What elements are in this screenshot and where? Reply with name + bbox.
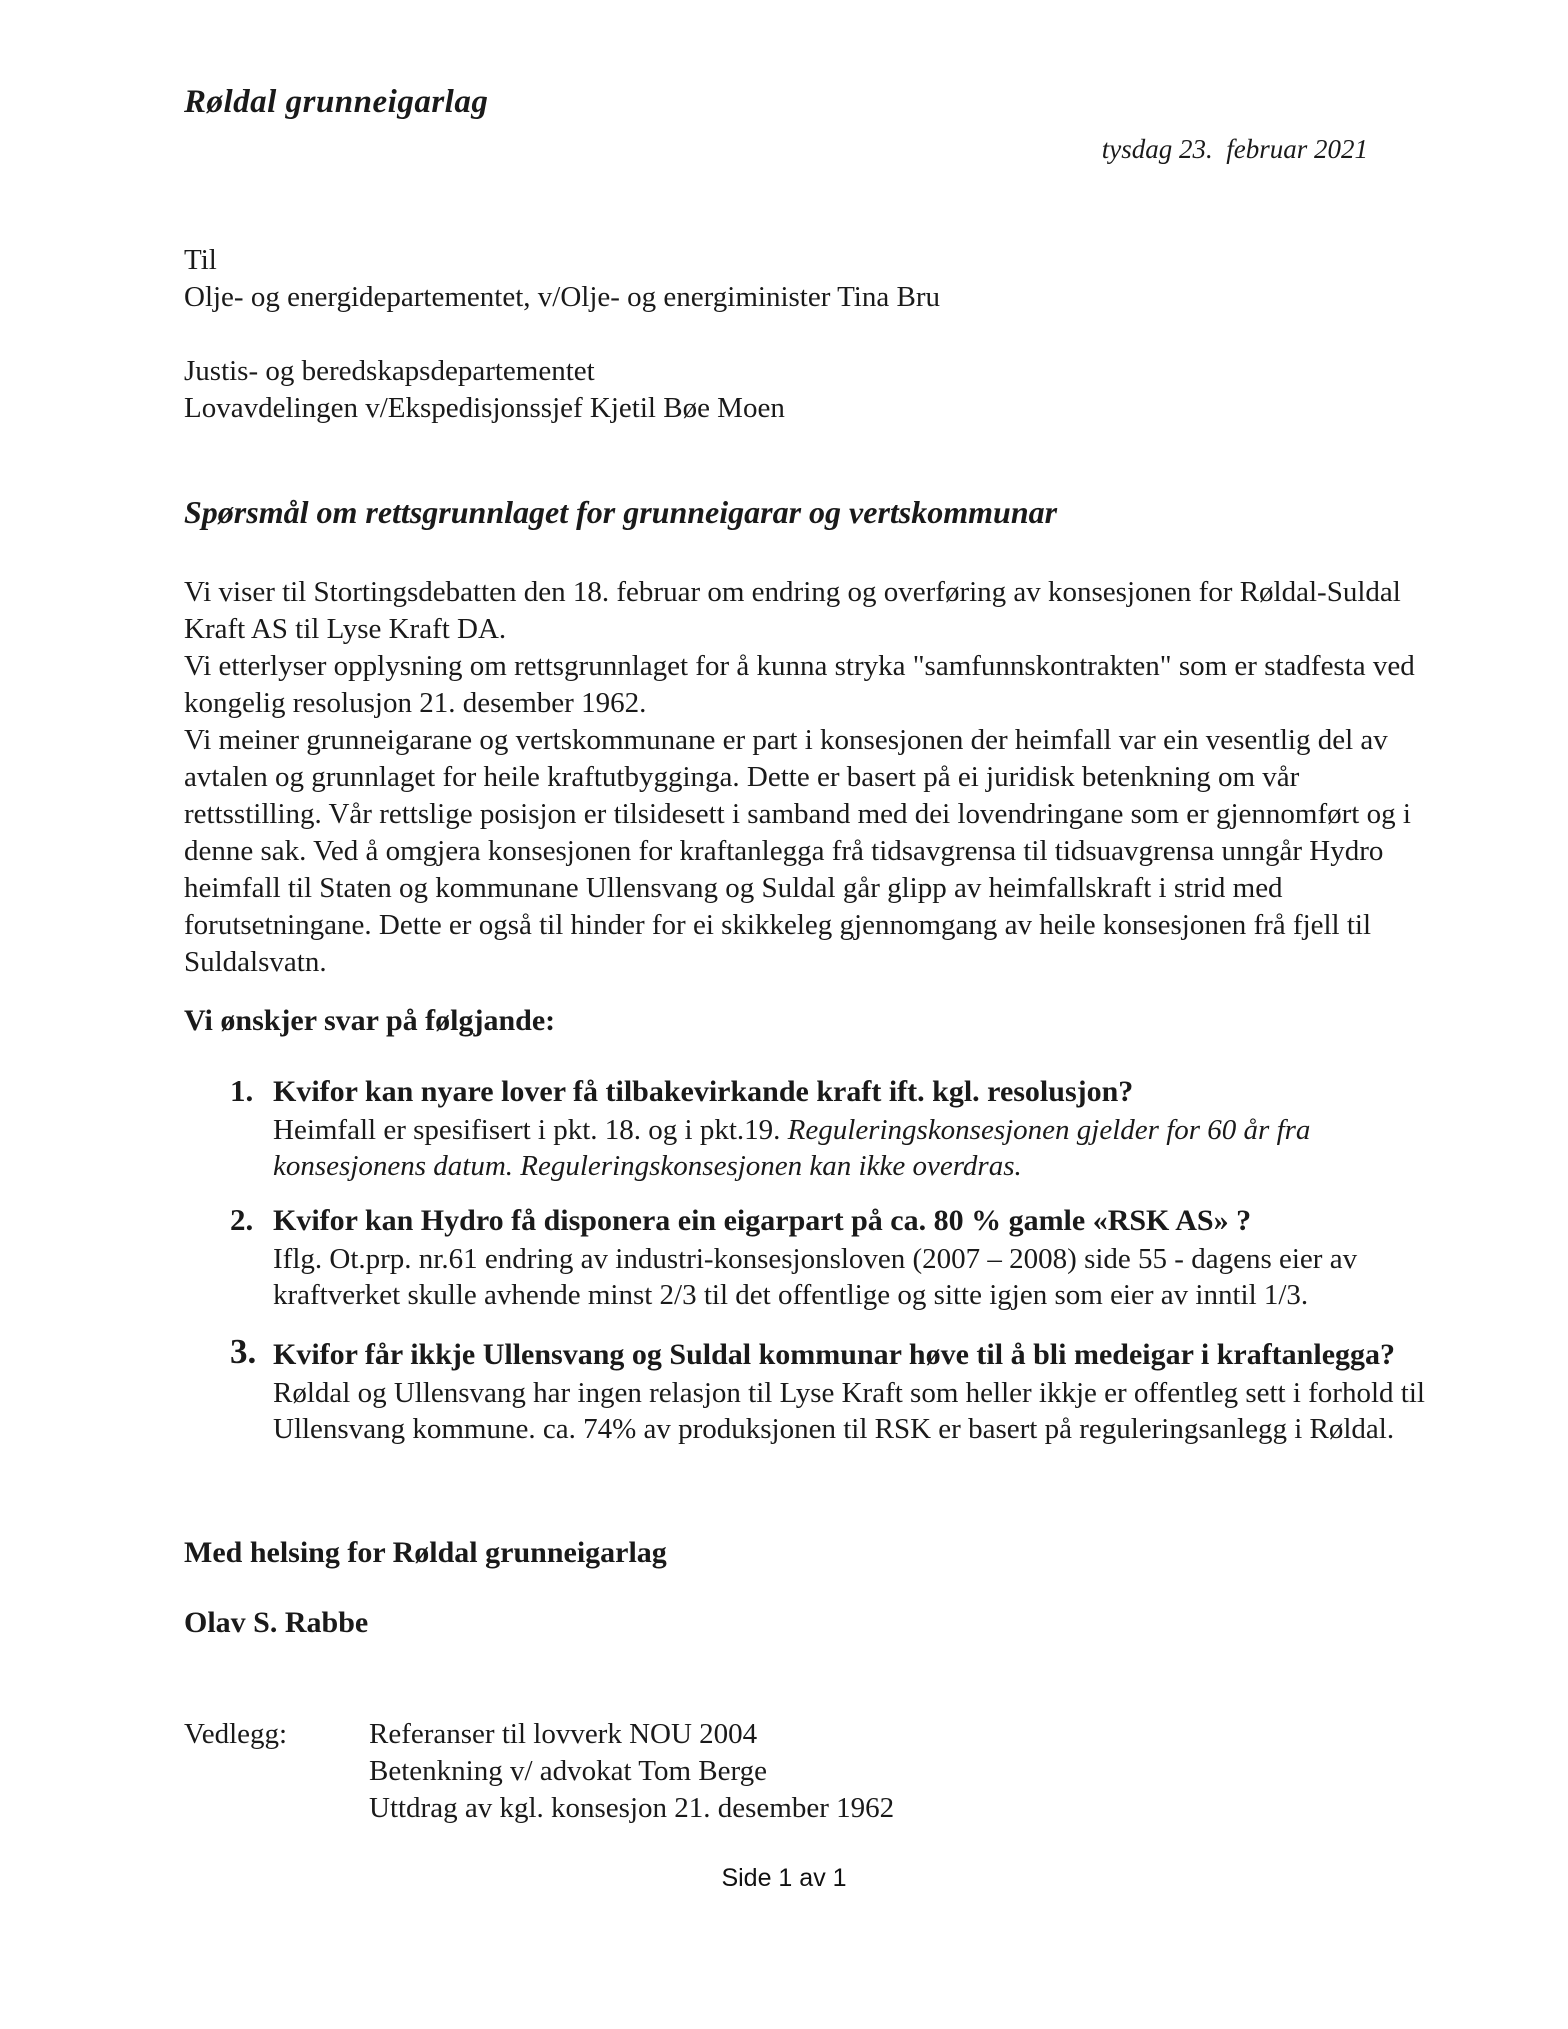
- question-content: [273, 1336, 1453, 1447]
- question-number: 2.: [230, 1202, 254, 1237]
- recipient-to-label: Til: [184, 244, 217, 276]
- paragraph-3: Vi meiner grunneigarane og vertskommunane er part i konsesjonen der heimfall var ein vesentlig del av avtalen og grunnlaget for heile kraftutbygginga. Dette er basert på ei juridisk betenkning om vår rettsstilling. Vår rettslige posisjon er tilsidesett i samband med dei lovendringane som er gjennomført og i denne sak. Ved å omgjera konsesjonen for kraftanlegga frå tidsavgrensa til tidsuavgrensa unngår Hydro heimfall til Staten og kommunane Ullensvang og Suldal går glipp av heimfallskraft i strid med forutsetningane. Dette er også til hinder for ei skikkeleg gjennomgang av heile konsesjonen frå fjell til Suldalsvatn.: [184, 724, 1411, 978]
- attachments-block: [184, 1716, 894, 1827]
- question-item-3: [230, 1332, 1445, 1447]
- detail-plain: Røldal og Ullensvang har ingen relasjon til Lyse Kraft som heller ikkje er offentleg sett i forhold til Ullensvang kommune. ca. 74% av produksjonen til RSK er basert på reguleringsanlegg i Røldal.: [273, 1377, 1425, 1445]
- subject-heading: Spørsmål om rettsgrunnlaget for grunneigarar og vertskommunar: [184, 494, 1058, 530]
- attachment-item: Referanser til lovverk NOU 2004: [369, 1718, 758, 1750]
- question-heading: Kvifor kan Hydro få disponera ein eigarpart på ca. 80 % gamle «RSK AS» ?: [273, 1204, 1252, 1237]
- sender-name: Røldal grunneigarlag: [184, 84, 489, 120]
- recipient-line-lovavdelingen: Lovavdelingen v/Ekspedisjonssjef Kjetil Bøe Moen: [184, 392, 785, 424]
- question-detail: [273, 1241, 1453, 1313]
- paragraph-2: Vi etterlyser opplysning om rettsgrunnlaget for å kunna stryka "samfunnskontrakten" som er stadfesta ved kongelig resolusjon 21. desember 1962.: [184, 650, 1415, 719]
- recipient-block: [184, 242, 940, 427]
- question-detail: [273, 1375, 1453, 1447]
- question-number: 3.: [230, 1332, 257, 1371]
- signature-name: Olav S. Rabbe: [184, 1606, 369, 1639]
- detail-italic: Reguleringskonsesjonen gjelder for 60 år fra konsesjonens datum. Reguleringskonsesjonen kan ikke overdras.: [273, 1114, 1311, 1182]
- attachments-list: [369, 1716, 894, 1827]
- body-paragraphs: [184, 574, 1416, 981]
- question-detail: [273, 1112, 1453, 1184]
- recipient-line-oed: Olje- og energidepartementet, v/Olje- og energiminister Tina Bru: [184, 281, 940, 313]
- questions-intro: Vi ønskjer svar på følgjande:: [184, 1004, 556, 1037]
- question-item-1: [230, 1073, 1445, 1184]
- blank-line: [184, 316, 940, 353]
- detail-plain: Iflg. Ot.prp. nr.61 endring av industri-konsesjonsloven (2007 – 2008) side 55 - dagens eier av kraftverket skulle avhende minst 2/3 til det offentlige og sitte igjen som eier av inntil 1/3.: [273, 1243, 1358, 1311]
- question-number: 1.: [230, 1073, 254, 1108]
- page-number-footer: Side 1 av 1: [721, 1864, 847, 1892]
- attachments-label: Vedlegg:: [184, 1718, 288, 1750]
- attachment-item: Betenkning v/ advokat Tom Berge: [369, 1755, 767, 1787]
- question-content: [273, 1073, 1453, 1184]
- signoff-line: Med helsing for Røldal grunneigarlag: [184, 1536, 667, 1569]
- question-heading: Kvifor får ikkje Ullensvang og Suldal kommunar høve til å bli medeigar i kraftanlegga?: [273, 1338, 1396, 1371]
- question-heading: Kvifor kan nyare lover få tilbakevirkande kraft ift. kgl. resolusjon?: [273, 1075, 1134, 1108]
- attachment-item: Uttdrag av kgl. konsesjon 21. desember 1962: [369, 1792, 895, 1824]
- detail-plain: Heimfall er spesifisert i pkt. 18. og i pkt.19.: [273, 1114, 788, 1146]
- recipient-line-jd: Justis- og beredskapsdepartementet: [184, 355, 595, 387]
- question-item-2: [230, 1202, 1445, 1313]
- paragraph-1: Vi viser til Stortingsdebatten den 18. februar om endring og overføring av konsesjonen for Røldal-Suldal Kraft AS til Lyse Kraft DA.: [184, 576, 1401, 645]
- letter-date: tysdag 23. februar 2021: [1101, 134, 1368, 164]
- question-content: [273, 1202, 1453, 1313]
